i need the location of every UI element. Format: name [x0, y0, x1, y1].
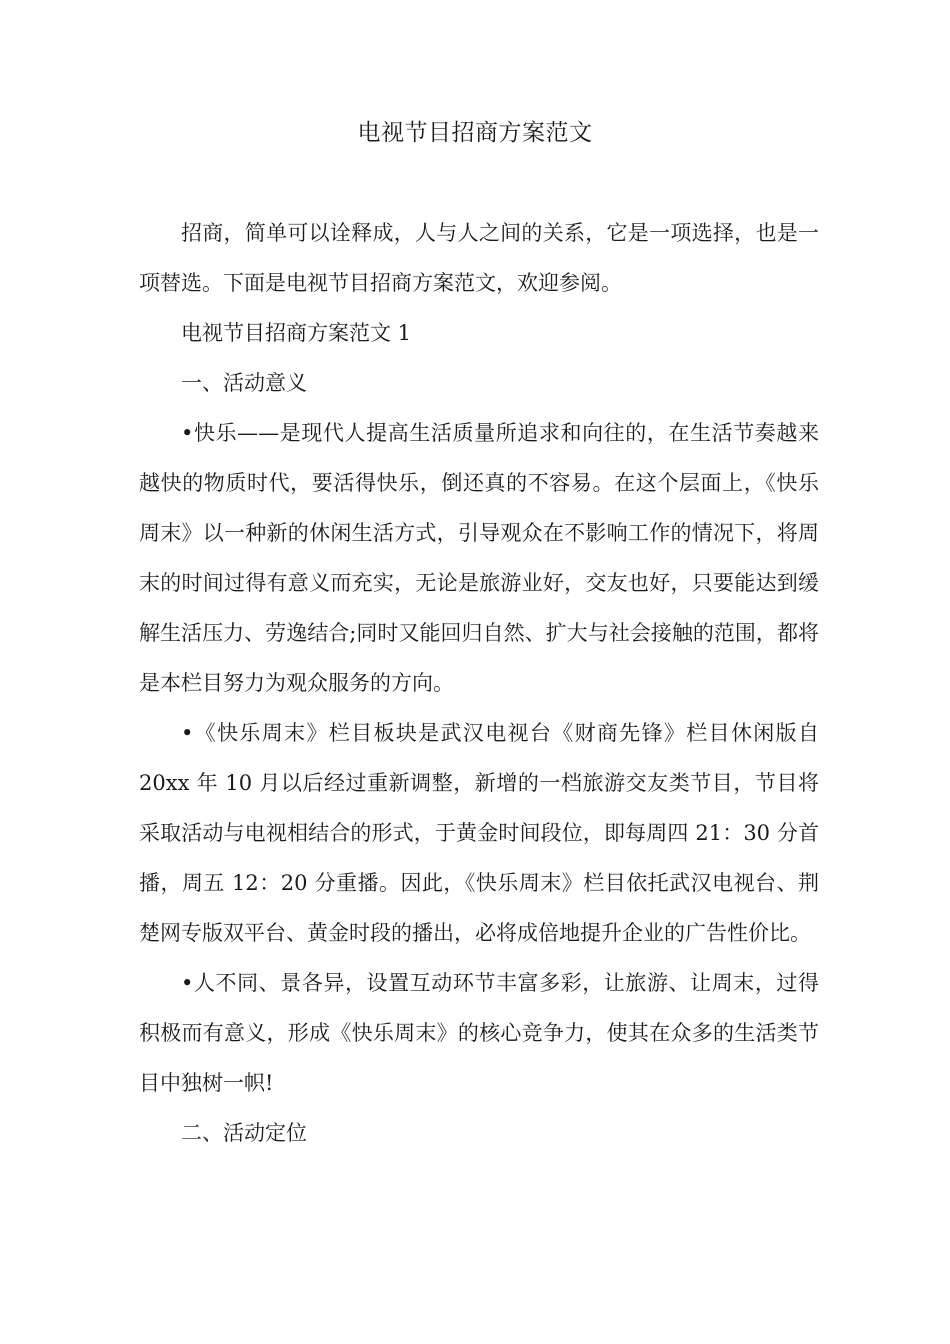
- intro-paragraph: 招商，简单可以诠释成，人与人之间的关系，它是一项选择，也是一项替选。下面是电视节目招商方案范文，欢迎参阅。: [139, 221, 819, 295]
- heading-activity-positioning: 二、活动定位: [181, 1121, 307, 1145]
- paragraph-program-schedule: •《快乐周末》栏目板块是武汉电视台《财商先锋》栏目休闲版自 20xx 年 10 月以后经过重新调整，新增的一档旅游交友类节目，节目将采取活动与电视相结合的形式，于黄金时间段位，即每周四 21：30 分首播，周五 12：20 分重播。因此，《快乐周末》栏目依托武汉电视台、荆楚网专版双平台、黄金时段的播出，必将成倍地提升企业的广告性价比。: [139, 721, 819, 945]
- document-body: [139, 208, 819, 1158]
- heading-activity-significance: 一、活动意义: [181, 371, 307, 395]
- paragraph-core-competitiveness: •人不同、景各异，设置互动环节丰富多彩，让旅游、让周末，过得积极而有意义，形成《快乐周末》的核心竞争力，使其在众多的生活类节目中独树一帜!: [139, 971, 819, 1095]
- paragraph-happiness: •快乐——是现代人提高生活质量所追求和向往的，在生活节奏越来越快的物质时代，要活得快乐，倒还真的不容易。在这个层面上，《快乐周末》以一种新的休闲生活方式，引导观众在不影响工作的情况下，将周末的时间过得有意义而充实，无论是旅游业好，交友也好，只要能达到缓解生活压力、劳逸结合;同时又能回归自然、扩大与社会接触的范围，都将是本栏目努力为观众服务的方向。: [139, 421, 819, 695]
- document-title: 电视节目招商方案范文: [357, 120, 593, 146]
- section-title-sample-1: 电视节目招商方案范文 1: [181, 321, 412, 345]
